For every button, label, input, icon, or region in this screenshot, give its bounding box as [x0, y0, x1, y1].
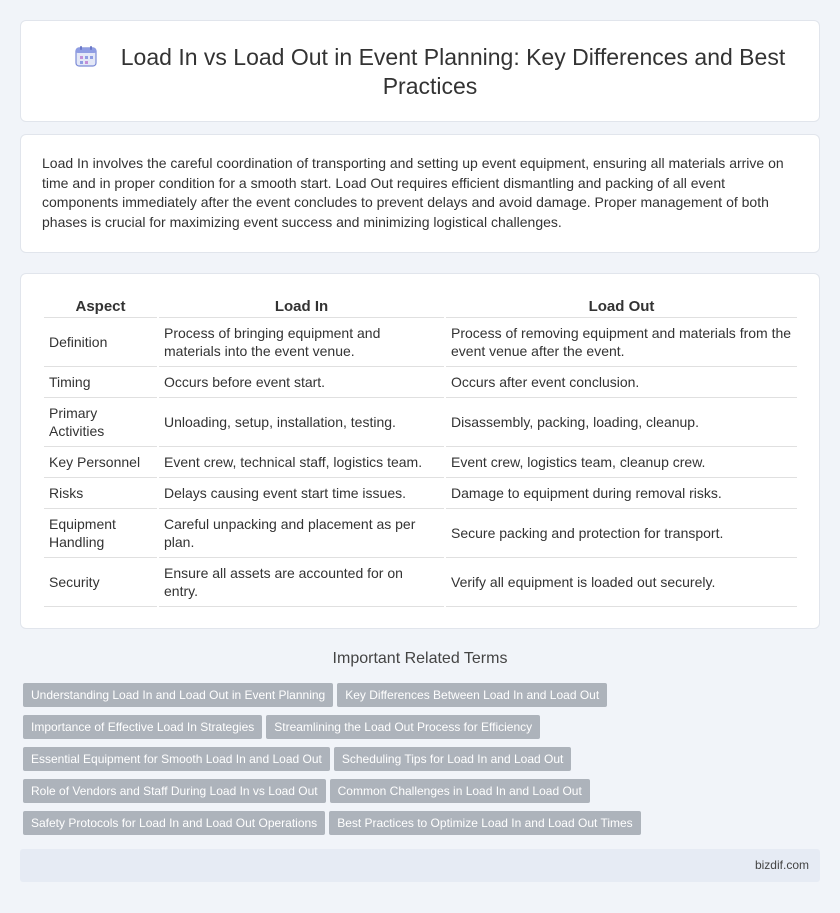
header-load-in: Load In [159, 296, 444, 318]
cell-load-out: Verify all equipment is loaded out securely. [446, 558, 797, 607]
comparison-table [42, 296, 799, 607]
cell-aspect: Key Personnel [44, 447, 157, 478]
table-row [44, 447, 797, 478]
cell-load-out: Disassembly, packing, loading, cleanup. [446, 398, 797, 447]
cell-load-in: Delays causing event start time issues. [159, 478, 444, 509]
tag-row [23, 779, 803, 811]
cell-load-in: Careful unpacking and placement as per plan. [159, 509, 444, 558]
table-row [44, 509, 797, 558]
tag-row [23, 683, 803, 715]
related-term-tag[interactable]: Key Differences Between Load In and Load Out [337, 683, 607, 707]
calendar-icon [75, 45, 97, 67]
page-title [61, 43, 799, 101]
cell-load-in: Event crew, technical staff, logistics team. [159, 447, 444, 478]
cell-load-in: Process of bringing equipment and materials into the event venue. [159, 318, 444, 367]
table-row [44, 398, 797, 447]
table-row [44, 558, 797, 607]
related-term-tag[interactable]: Essential Equipment for Smooth Load In and Load Out [23, 747, 330, 771]
table-row [44, 367, 797, 398]
cell-aspect: Primary Activities [44, 398, 157, 447]
cell-load-in: Occurs before event start. [159, 367, 444, 398]
cell-aspect: Security [44, 558, 157, 607]
related-term-tag[interactable]: Best Practices to Optimize Load In and Load Out Times [329, 811, 640, 835]
title-card [20, 20, 820, 122]
comparison-table-card [20, 273, 820, 629]
tag-row [23, 747, 803, 779]
tag-row [23, 811, 803, 843]
footer [20, 849, 820, 882]
cell-load-out: Secure packing and protection for transport. [446, 509, 797, 558]
cell-load-out: Event crew, logistics team, cleanup crew. [446, 447, 797, 478]
table-row [44, 318, 797, 367]
related-term-tag[interactable]: Importance of Effective Load In Strategies [23, 715, 262, 739]
header-load-out: Load Out [446, 296, 797, 318]
cell-load-out: Occurs after event conclusion. [446, 367, 797, 398]
cell-aspect: Risks [44, 478, 157, 509]
cell-load-out: Process of removing equipment and materials from the event venue after the event. [446, 318, 797, 367]
page-title-text: Load In vs Load Out in Event Planning: Key Differences and Best Practices [120, 44, 786, 99]
related-term-tag[interactable]: Streamlining the Load Out Process for Efficiency [266, 715, 540, 739]
related-terms-title: Important Related Terms [332, 650, 508, 667]
related-terms-list [23, 683, 803, 843]
cell-load-in: Unloading, setup, installation, testing. [159, 398, 444, 447]
related-term-tag[interactable]: Role of Vendors and Staff During Load In vs Load Out [23, 779, 326, 803]
table-row [44, 478, 797, 509]
cell-load-in: Ensure all assets are accounted for on entry. [159, 558, 444, 607]
cell-aspect: Equipment Handling [44, 509, 157, 558]
cell-aspect: Definition [44, 318, 157, 367]
related-term-tag[interactable]: Common Challenges in Load In and Load Out [330, 779, 590, 803]
tag-row [23, 715, 803, 747]
related-term-tag[interactable]: Understanding Load In and Load Out in Event Planning [23, 683, 333, 707]
related-term-tag[interactable]: Safety Protocols for Load In and Load Out Operations [23, 811, 325, 835]
related-term-tag[interactable]: Scheduling Tips for Load In and Load Out [334, 747, 572, 771]
intro-paragraph: Load In involves the careful coordination of transporting and setting up event equipment, ensuring all materials arrive on time and in proper condition for a smooth start. Load Out requires efficient dismantling and packing of all event components immediately after the event concludes to prevent delays and avoid damage. Proper management of both phases is crucial for maximizing event success and minimizing logistical challenges. [42, 155, 784, 230]
cell-aspect: Timing [44, 367, 157, 398]
footer-site-name: bizdif.com [754, 858, 809, 872]
header-aspect: Aspect [44, 296, 157, 318]
table-header-row [44, 296, 797, 318]
cell-load-out: Damage to equipment during removal risks. [446, 478, 797, 509]
intro-card [20, 134, 820, 253]
